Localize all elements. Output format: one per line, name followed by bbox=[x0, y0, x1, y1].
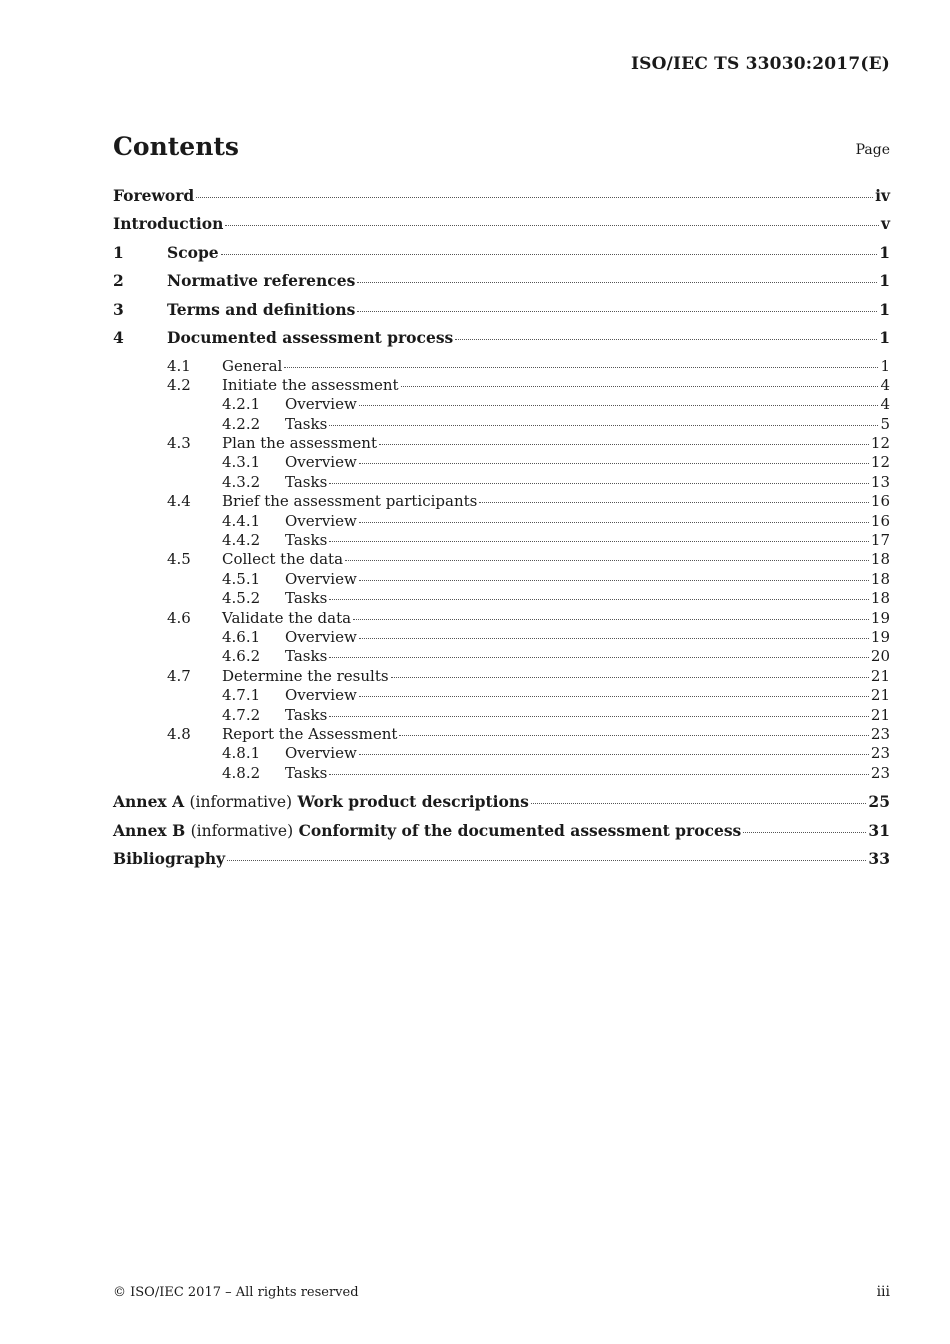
toc-entry-page: 19 bbox=[870, 627, 890, 646]
toc-entry-title: Tasks bbox=[285, 531, 328, 550]
toc-dot-leader bbox=[353, 618, 869, 620]
toc-entry-page: iv bbox=[875, 186, 890, 205]
toc-entry-page: 12 bbox=[870, 453, 890, 472]
toc-entry-page: 23 bbox=[870, 724, 890, 743]
toc-dot-leader bbox=[329, 656, 869, 658]
toc-dot-leader bbox=[455, 338, 877, 340]
toc-entry-number: 4.1 bbox=[167, 356, 191, 375]
toc-entry-page: v bbox=[880, 214, 890, 233]
toc-entry-title: Bibliography bbox=[113, 849, 226, 869]
toc-entry[interactable] bbox=[113, 415, 890, 434]
toc-entry[interactable] bbox=[113, 453, 890, 472]
toc-entry-number: 4.2 bbox=[167, 375, 191, 394]
toc-entry-title: Determine the results bbox=[222, 666, 389, 685]
toc-entry[interactable] bbox=[113, 531, 890, 550]
toc-entry-number: 4.3.1 bbox=[222, 453, 261, 472]
toc-entry-number: 1 bbox=[113, 242, 124, 262]
toc-entry[interactable] bbox=[113, 492, 890, 511]
toc-dot-leader bbox=[401, 385, 879, 387]
toc-entry-title: Terms and definitions bbox=[167, 299, 356, 319]
toc-entry-number: 4.7.1 bbox=[222, 686, 261, 705]
toc-entry-number: 4.5 bbox=[167, 550, 191, 569]
toc-entry-page: 1 bbox=[879, 328, 890, 347]
footer-copyright: © ISO/IEC 2017 – All rights reserved bbox=[113, 1285, 359, 1300]
toc-entry-title: Foreword bbox=[113, 186, 195, 205]
toc-entry[interactable] bbox=[113, 744, 890, 763]
table-of-contents bbox=[113, 186, 890, 878]
toc-dot-leader bbox=[329, 598, 869, 600]
toc-entry-number: 4.8.1 bbox=[222, 744, 261, 763]
toc-dot-leader bbox=[359, 695, 869, 697]
toc-entry[interactable] bbox=[113, 725, 890, 744]
toc-entry-number: 3 bbox=[113, 299, 124, 319]
toc-entry-title: Conformity of the documented assessment process bbox=[298, 820, 742, 840]
toc-dot-leader bbox=[196, 196, 873, 198]
toc-entry-number: 4.4.2 bbox=[222, 531, 261, 550]
toc-annex-informative: (informative) bbox=[189, 793, 293, 812]
toc-entry-page: 25 bbox=[868, 792, 890, 812]
toc-entry-title: Overview bbox=[285, 453, 357, 472]
toc-entry-page: 13 bbox=[870, 472, 890, 491]
toc-entry-number: 4.6 bbox=[167, 608, 191, 627]
toc-entry[interactable] bbox=[113, 434, 890, 453]
toc-entry-title: Overview bbox=[285, 569, 357, 588]
toc-dot-leader bbox=[329, 482, 869, 484]
toc-entry-title: Validate the data bbox=[222, 608, 352, 627]
toc-entry-title: Introduction bbox=[113, 214, 224, 233]
toc-entry[interactable] bbox=[113, 764, 890, 783]
toc-entry-title: Report the Assessment bbox=[222, 724, 398, 743]
toc-entry-number: 4.3.2 bbox=[222, 472, 261, 491]
toc-entry[interactable] bbox=[113, 667, 890, 686]
toc-dot-leader bbox=[221, 253, 878, 255]
toc-entry-title: Overview bbox=[285, 686, 357, 705]
toc-dot-leader bbox=[359, 753, 869, 755]
toc-entry-page: 1 bbox=[879, 242, 890, 262]
toc-dot-leader bbox=[399, 734, 869, 736]
toc-entry[interactable] bbox=[113, 792, 890, 821]
toc-entry[interactable] bbox=[113, 628, 890, 647]
toc-entry-number: 4.4.1 bbox=[222, 511, 261, 530]
toc-entry[interactable] bbox=[113, 570, 890, 589]
toc-entry-title: Initiate the assessment bbox=[222, 375, 399, 394]
toc-entry-title: Tasks bbox=[285, 647, 328, 666]
toc-entry-title: Scope bbox=[167, 242, 219, 262]
toc-dot-leader bbox=[284, 366, 878, 368]
toc-dot-leader bbox=[329, 540, 869, 542]
document-id: ISO/IEC TS 33030:2017(E) bbox=[630, 54, 890, 74]
toc-entry-title: Tasks bbox=[285, 472, 328, 491]
toc-dot-leader bbox=[357, 310, 877, 312]
toc-dot-leader bbox=[531, 802, 867, 804]
toc-entry-number: 4.8 bbox=[167, 724, 191, 743]
toc-annex-label: Annex B bbox=[113, 820, 186, 840]
toc-entry-title: Overview bbox=[285, 511, 357, 530]
toc-dot-leader bbox=[391, 676, 869, 678]
toc-dot-leader bbox=[225, 224, 879, 226]
toc-entry-page: 23 bbox=[870, 763, 890, 782]
toc-entry-page: 17 bbox=[870, 531, 890, 550]
toc-entry[interactable] bbox=[113, 271, 890, 300]
toc-entry-page: 16 bbox=[870, 492, 890, 511]
toc-dot-leader bbox=[379, 443, 869, 445]
toc-entry-page: 33 bbox=[868, 849, 890, 869]
toc-entry-page: 21 bbox=[870, 666, 890, 685]
toc-entry-page: 1 bbox=[879, 271, 890, 290]
toc-entry[interactable] bbox=[113, 328, 890, 357]
footer-page-number: iii bbox=[876, 1284, 890, 1300]
toc-dot-leader bbox=[479, 501, 869, 503]
toc-entry[interactable] bbox=[113, 609, 890, 628]
toc-entry-number: 4.4 bbox=[167, 492, 191, 511]
toc-entry[interactable] bbox=[113, 376, 890, 395]
toc-entry-title: Tasks bbox=[285, 589, 328, 608]
toc-entry-title: General bbox=[222, 356, 283, 375]
toc-dot-leader bbox=[359, 637, 869, 639]
toc-entry[interactable] bbox=[113, 243, 890, 272]
toc-dot-leader bbox=[359, 521, 869, 523]
toc-entry-number: 2 bbox=[113, 271, 124, 290]
toc-entry-page: 1 bbox=[879, 299, 890, 319]
page-column-label: Page bbox=[855, 142, 890, 158]
toc-entry[interactable] bbox=[113, 214, 890, 243]
toc-dot-leader bbox=[743, 831, 866, 833]
toc-entry-title: Collect the data bbox=[222, 550, 344, 569]
toc-entry-number: 4.5.1 bbox=[222, 569, 261, 588]
toc-entry-page: 21 bbox=[870, 686, 890, 705]
toc-entry[interactable] bbox=[113, 473, 890, 492]
toc-entry-page: 16 bbox=[870, 511, 890, 530]
toc-entry-number: 4.6.2 bbox=[222, 647, 261, 666]
toc-entry-title: Plan the assessment bbox=[222, 434, 377, 453]
toc-entry-number: 4.2.1 bbox=[222, 395, 261, 414]
toc-entry-page: 1 bbox=[880, 356, 890, 375]
toc-entry-title: Tasks bbox=[285, 414, 328, 433]
toc-entry[interactable] bbox=[113, 300, 890, 329]
toc-entry-title: Tasks bbox=[285, 705, 328, 724]
toc-entry-number: 4 bbox=[113, 328, 124, 347]
toc-dot-leader bbox=[359, 404, 879, 406]
toc-entry[interactable] bbox=[113, 357, 890, 376]
toc-entry[interactable] bbox=[113, 706, 890, 725]
toc-entry-number: 4.7.2 bbox=[222, 705, 261, 724]
toc-dot-leader bbox=[345, 559, 869, 561]
toc-dot-leader bbox=[357, 281, 877, 283]
toc-entry-number: 4.6.1 bbox=[222, 627, 261, 646]
toc-entry-page: 18 bbox=[870, 569, 890, 588]
toc-annex-informative: (informative) bbox=[190, 821, 294, 840]
toc-entry-page: 31 bbox=[868, 820, 890, 840]
toc-entry-number: 4.7 bbox=[167, 666, 191, 685]
toc-entry[interactable] bbox=[113, 395, 890, 414]
toc-entry-title: Overview bbox=[285, 627, 357, 646]
toc-entry-page: 23 bbox=[870, 744, 890, 763]
toc-entry-page: 4 bbox=[880, 375, 890, 394]
toc-entry-page: 4 bbox=[880, 395, 890, 414]
toc-entry-title: Overview bbox=[285, 395, 357, 414]
contents-title: Contents bbox=[113, 132, 240, 161]
toc-dot-leader bbox=[359, 462, 869, 464]
toc-entry-number: 4.2.2 bbox=[222, 414, 261, 433]
toc-entry[interactable] bbox=[113, 512, 890, 531]
toc-entry-page: 18 bbox=[870, 589, 890, 608]
toc-entry-title: Tasks bbox=[285, 763, 328, 782]
toc-entry[interactable] bbox=[113, 589, 890, 608]
toc-dot-leader bbox=[227, 859, 866, 861]
toc-entry-page: 21 bbox=[870, 705, 890, 724]
toc-dot-leader bbox=[359, 579, 869, 581]
toc-entry-number: 4.5.2 bbox=[222, 589, 261, 608]
toc-entry-page: 5 bbox=[880, 414, 890, 433]
toc-entry-page: 20 bbox=[870, 647, 890, 666]
toc-entry-page: 12 bbox=[870, 434, 890, 453]
toc-entry[interactable] bbox=[113, 186, 890, 214]
toc-entry-page: 19 bbox=[870, 608, 890, 627]
toc-entry[interactable] bbox=[113, 686, 890, 705]
toc-annex-label: Annex A bbox=[113, 792, 185, 812]
toc-entry-page: 18 bbox=[870, 550, 890, 569]
toc-entry-title: Overview bbox=[285, 744, 357, 763]
toc-entry-number: 4.3 bbox=[167, 434, 191, 453]
toc-entry-title: Brief the assessment participants bbox=[222, 492, 478, 511]
toc-entry-number: 4.8.2 bbox=[222, 763, 261, 782]
toc-dot-leader bbox=[329, 715, 869, 717]
toc-entry[interactable] bbox=[113, 550, 890, 569]
toc-entry-title: Documented assessment process bbox=[167, 328, 454, 347]
toc-dot-leader bbox=[329, 773, 869, 775]
toc-entry[interactable] bbox=[113, 849, 890, 878]
toc-dot-leader bbox=[329, 424, 878, 426]
toc-entry-title: Work product descriptions bbox=[297, 792, 529, 812]
toc-entry-title: Normative references bbox=[167, 271, 356, 290]
toc-entry[interactable] bbox=[113, 821, 890, 850]
toc-entry[interactable] bbox=[113, 647, 890, 666]
